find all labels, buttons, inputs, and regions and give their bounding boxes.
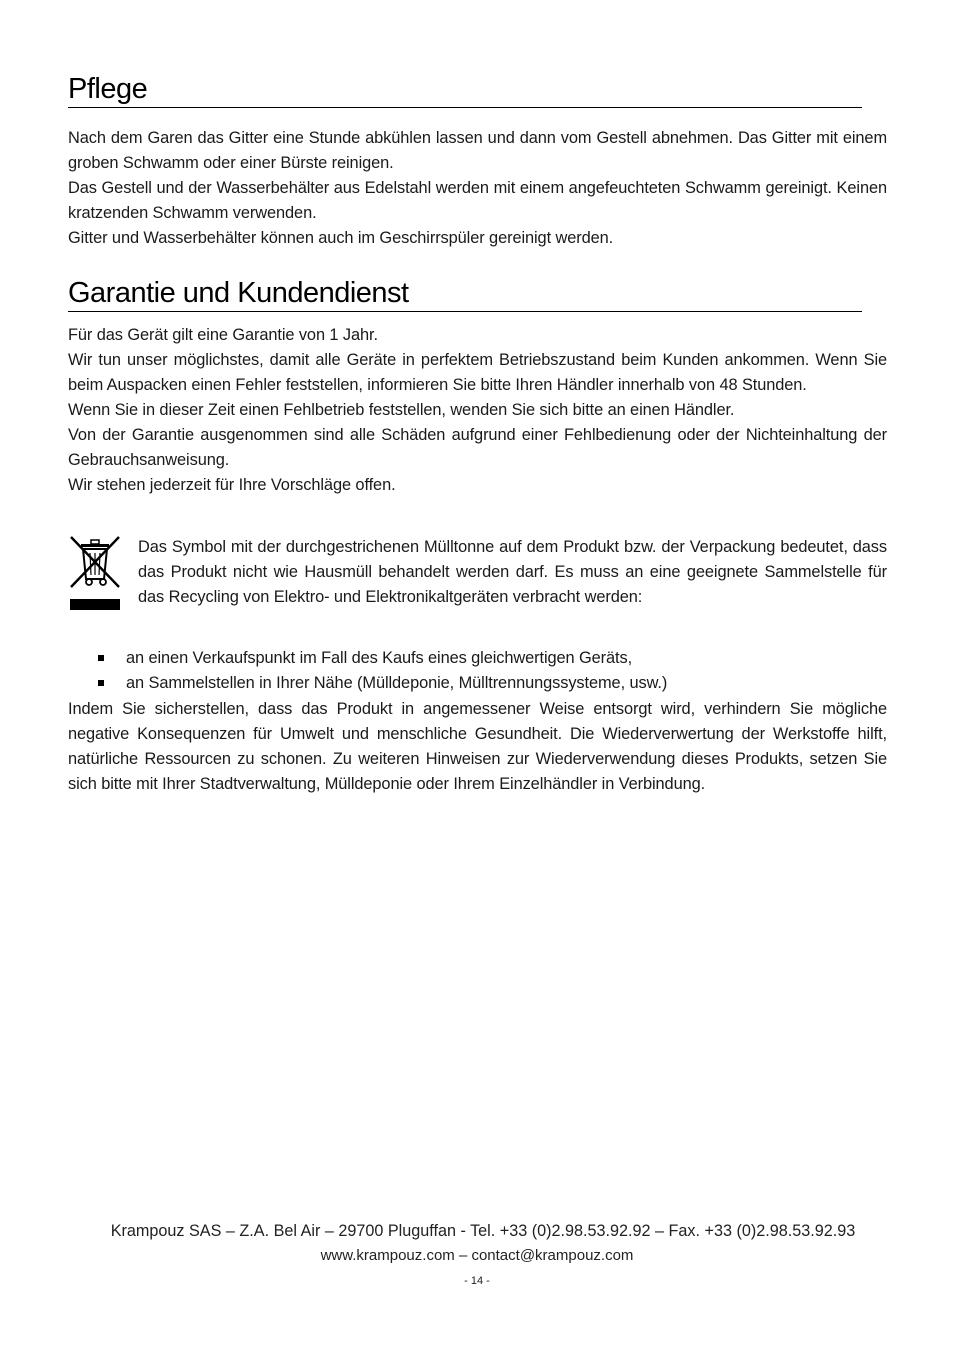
garantie-paragraph-3: Wenn Sie in dieser Zeit einen Fehlbetrieb feststellen, wenden Sie sich bitte an einen Händler.: [68, 401, 735, 419]
page-number: - 14 -: [464, 1275, 490, 1287]
weee-text: Das Symbol mit der durchgestrichenen Mülltonne auf dem Produkt bzw. der Verpackung bedeutet, dass das Produkt nicht wie Hausmüll behandelt werden darf. Es muss an eine geeignete Sammelstelle für das Recycling von Elektro- und Elektronikaltgeräten verbracht werden:: [138, 538, 887, 606]
garantie-paragraph-5: Wir stehen jederzeit für Ihre Vorschläge offen.: [68, 476, 396, 494]
bullet-list: [68, 646, 887, 696]
bullet-square-icon: [98, 680, 104, 686]
pflege-paragraph-1: Nach dem Garen das Gitter eine Stunde abkühlen lassen und dann vom Gestell abnehmen. Das Gitter mit einem groben Schwamm oder einer Bürste reinigen.: [68, 129, 887, 172]
pflege-paragraph-2: Das Gestell und der Wasserbehälter aus Edelstahl werden mit einem angefeuchteten Schwamm gereinigt. Keinen kratzenden Schwamm verwenden.: [68, 179, 887, 222]
closing-paragraph: Indem Sie sicherstellen, dass das Produkt in angemessener Weise entsorgt wird, verhindern Sie mögliche negative Konsequenzen für Umwelt und menschliche Gesundheit. Die Wiederverwertung der Werkstoffe hilft, natürliche Ressourcen zu schonen. Zu weiteren Hinweisen zur Wiederverwendung dieses Produkts, setzen Sie sich bitte mit Ihrer Stadtverwaltung, Mülldeponie oder Ihrem Einzelhändler in Verbindung.: [68, 700, 887, 793]
list-item: [68, 646, 887, 671]
list-item-text: an Sammelstellen in Ihrer Nähe (Mülldeponie, Mülltrennungssysteme, usw.): [126, 674, 668, 692]
bullet-square-icon: [98, 655, 104, 661]
section-title-garantie: Garantie und Kundendienst: [68, 277, 862, 312]
list-item: [68, 671, 887, 696]
pflege-paragraph-3: Gitter und Wasserbehälter können auch im Geschirrspüler gereinigt werden.: [68, 229, 614, 247]
section-title-pflege: Pflege: [68, 73, 862, 108]
garantie-paragraph-2: Wir tun unser möglichstes, damit alle Geräte in perfektem Betriebszustand beim Kunden ankommen. Wenn Sie beim Auspacken einen Fehler feststellen, informieren Sie bitte Ihren Händler innerhalb von 48 Stunden.: [68, 351, 887, 394]
garantie-body: [68, 323, 887, 498]
footer-address: Krampouz SAS – Z.A. Bel Air – 29700 Pluguffan - Tel. +33 (0)2.98.53.92.92 – Fax. +33 (0)2.98.53.92.93: [110, 1222, 856, 1240]
footer-web-contact: www.krampouz.com – contact@krampouz.com: [320, 1247, 634, 1264]
list-item-text: an einen Verkaufspunkt im Fall des Kaufs eines gleichwertigen Geräts,: [126, 649, 633, 667]
weee-notice: [68, 535, 887, 610]
garantie-paragraph-1: Für das Gerät gilt eine Garantie von 1 Jahr.: [68, 326, 378, 344]
crossed-out-wheelie-bin-icon: [68, 535, 122, 615]
garantie-paragraph-4: Von der Garantie ausgenommen sind alle Schäden aufgrund einer Fehlbedienung oder der Nichteinhaltung der Gebrauchsanweisung.: [68, 426, 887, 469]
pflege-body: [68, 126, 887, 251]
